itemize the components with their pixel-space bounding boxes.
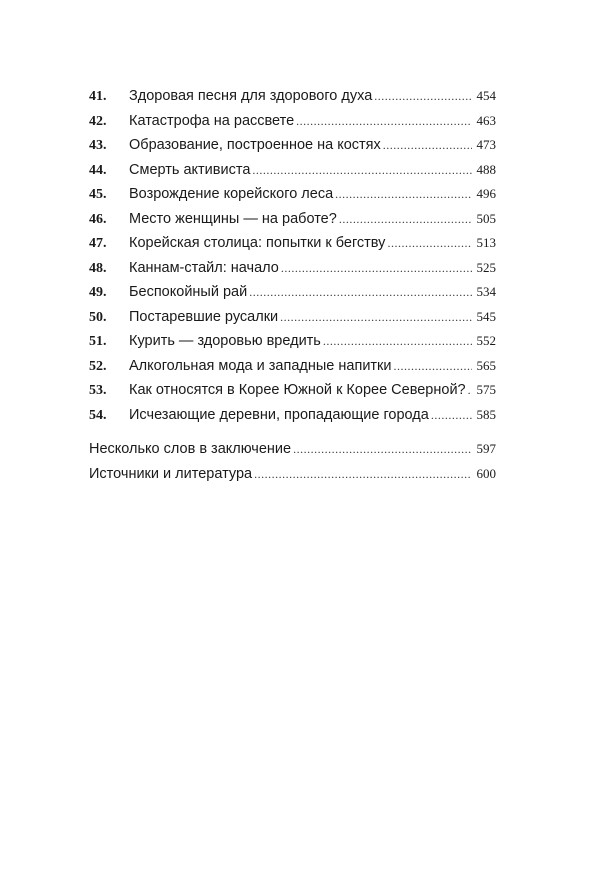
chapter-title: Смерть активиста [129,161,251,178]
table-of-contents [89,84,496,486]
dot-leader [293,437,472,462]
page-number: 473 [476,137,496,152]
page-number: 597 [476,441,496,456]
page-number: 496 [476,186,496,201]
toc-entry [89,182,496,207]
chapter-number: 54. [89,407,107,423]
chapter-number: 41. [89,89,107,104]
chapter-number: 47. [89,236,107,251]
page-number: 463 [476,112,496,128]
chapter-number: 44. [89,162,107,178]
chapter-title: Образование, построенное на костях [129,137,381,153]
toc-entry [89,280,496,305]
dot-leader [387,231,472,256]
dot-leader [281,256,472,281]
dot-leader [335,182,472,207]
toc-entry [89,109,496,134]
chapter-title: Как относятся в Корее Южной к Корее Северной? [129,382,466,398]
chapter-number: 42. [89,113,107,129]
section-gap [89,427,496,437]
chapter-title: Каннам-стайл: начало [129,259,279,276]
chapter-title: Постаревшие русалки [129,308,279,325]
chapter-title: Курить — здоровью вредить [129,333,321,349]
page-number: 454 [476,88,496,103]
dot-leader [431,403,472,428]
toc-entry [89,378,496,403]
page-number: 565 [476,357,496,373]
page-number: 525 [476,259,496,275]
chapter-title: Алкогольная мода и западные напитки [129,357,392,374]
dot-leader [323,329,472,354]
page-number: 513 [476,235,496,250]
dot-leader [468,378,472,403]
page-number: 575 [476,382,496,397]
back-matter-title: Источники и литература [89,465,253,482]
chapter-title: Корейская столица: попытки к бегству [129,235,386,251]
dot-leader [249,280,472,305]
page-number: 600 [476,465,496,481]
chapter-number: 49. [89,285,107,300]
page-number: 585 [476,406,496,422]
toc-entry [89,403,496,428]
page-number: 505 [476,210,496,226]
dot-leader [394,354,472,379]
toc-entry [89,84,496,109]
toc-entry [89,329,496,354]
dot-leader [383,133,472,158]
chapter-title: Исчезающие деревни, пропадающие города [129,406,429,423]
chapter-number: 45. [89,187,107,202]
chapter-title: Беспокойный рай [129,284,248,300]
back-matter-title: Несколько слов в заключение [89,441,292,457]
toc-entry [89,158,496,183]
chapter-number: 46. [89,211,107,227]
page-number: 534 [476,284,496,299]
dot-leader [296,109,472,134]
dot-leader [374,84,472,109]
dot-leader [252,158,472,183]
chapter-title: Место женщины — на работе? [129,210,337,227]
dot-leader [339,207,472,232]
toc-entry [89,256,496,281]
page-number: 488 [476,161,496,177]
dot-leader [280,305,472,330]
chapter-number: 50. [89,309,107,325]
chapter-number: 52. [89,358,107,374]
toc-entry-back-matter [89,462,496,487]
toc-entry [89,207,496,232]
toc-entry-back-matter [89,437,496,462]
chapter-title: Возрождение корейского леса [129,186,334,202]
chapter-number: 43. [89,138,107,153]
toc-entry [89,133,496,158]
chapter-title: Катастрофа на рассвете [129,112,295,129]
page-number: 545 [476,308,496,324]
chapter-number: 51. [89,334,107,349]
chapter-number: 48. [89,260,107,276]
chapter-number: 53. [89,383,107,398]
toc-entry [89,305,496,330]
page-number: 552 [476,333,496,348]
chapter-title: Здоровая песня для здорового духа [129,88,373,104]
toc-entry [89,231,496,256]
dot-leader [254,462,472,487]
toc-entry [89,354,496,379]
